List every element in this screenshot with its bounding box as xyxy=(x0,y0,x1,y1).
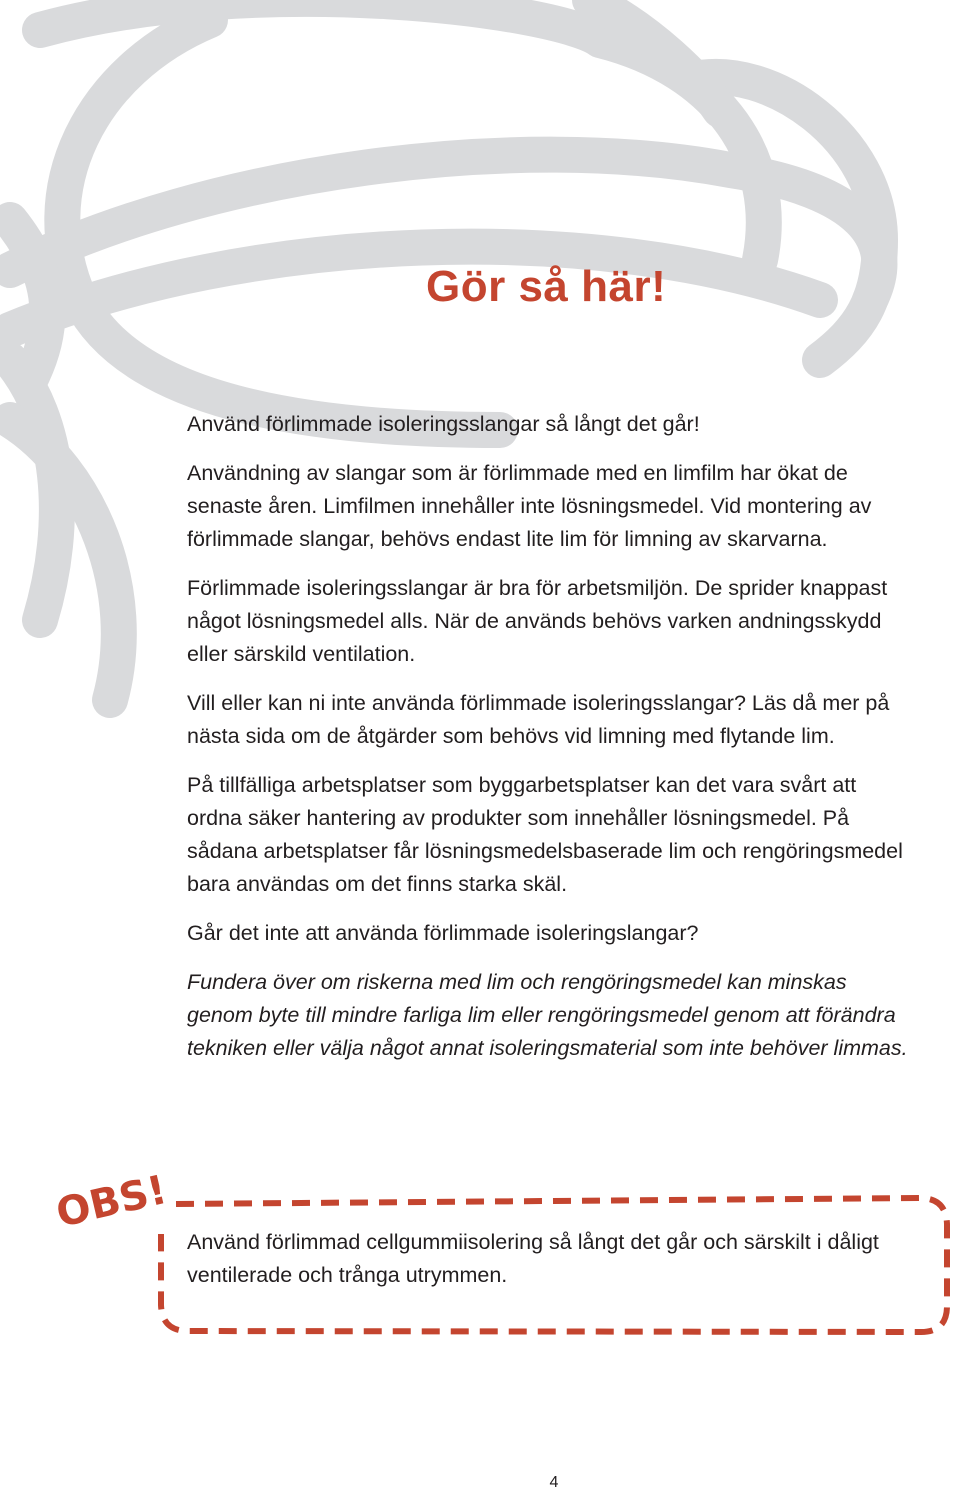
obs-label: OBS! xyxy=(52,1166,172,1237)
page-title: Gör så här! xyxy=(426,262,667,311)
intro-paragraph: Använd förlimmade isoleringsslangar så långt det går! xyxy=(187,412,700,436)
paragraph-prelimmed-hoses: Användning av slangar som är förlimmade med en limfilm har ökat de senaste åren. Limfilmen innehåller inte lösningsmedel. Vid montering av förlimmade slangar, behövs endast lite lim för limning av skarvarna. xyxy=(187,461,872,551)
body-text xyxy=(187,408,917,1081)
paragraph-work-environment: Förlimmade isoleringsslangar är bra för arbetsmiljön. De sprider knappast något lösningsmedel alls. När de används behövs varken andningsskydd eller särskild ventilation. xyxy=(187,576,888,666)
page-number: 4 xyxy=(549,1474,559,1491)
paragraph-question: Går det inte att använda förlimmade isoleringslangar? xyxy=(187,921,699,945)
obs-text: Använd förlimmad cellgummiisolering så långt det går och särskilt i dåligt ventilerade och trånga utrymmen. xyxy=(187,1230,879,1287)
paragraph-next-page: Vill eller kan ni inte använda förlimmade isoleringsslangar? Läs då mer på nästa sida om de åtgärder som behövs vid limning med flytande lim. xyxy=(187,691,890,748)
paragraph-consider: Fundera över om riskerna med lim och rengöringsmedel kan minskas genom byte till mindre farliga lim eller rengöringsmedel genom att förändra tekniken eller välja något annat isoleringsmaterial som inte behöver limmas. xyxy=(187,970,908,1060)
paragraph-temporary-workplaces: På tillfälliga arbetsplatser som byggarbetsplatser kan det vara svårt att ordna säker hantering av produkter som innehåller lösningsmedel. På sådana arbetsplatser får lösningsmedelsbaserade lim och rengöringsmedel bara användas om det finns starka skäl. xyxy=(187,773,903,896)
